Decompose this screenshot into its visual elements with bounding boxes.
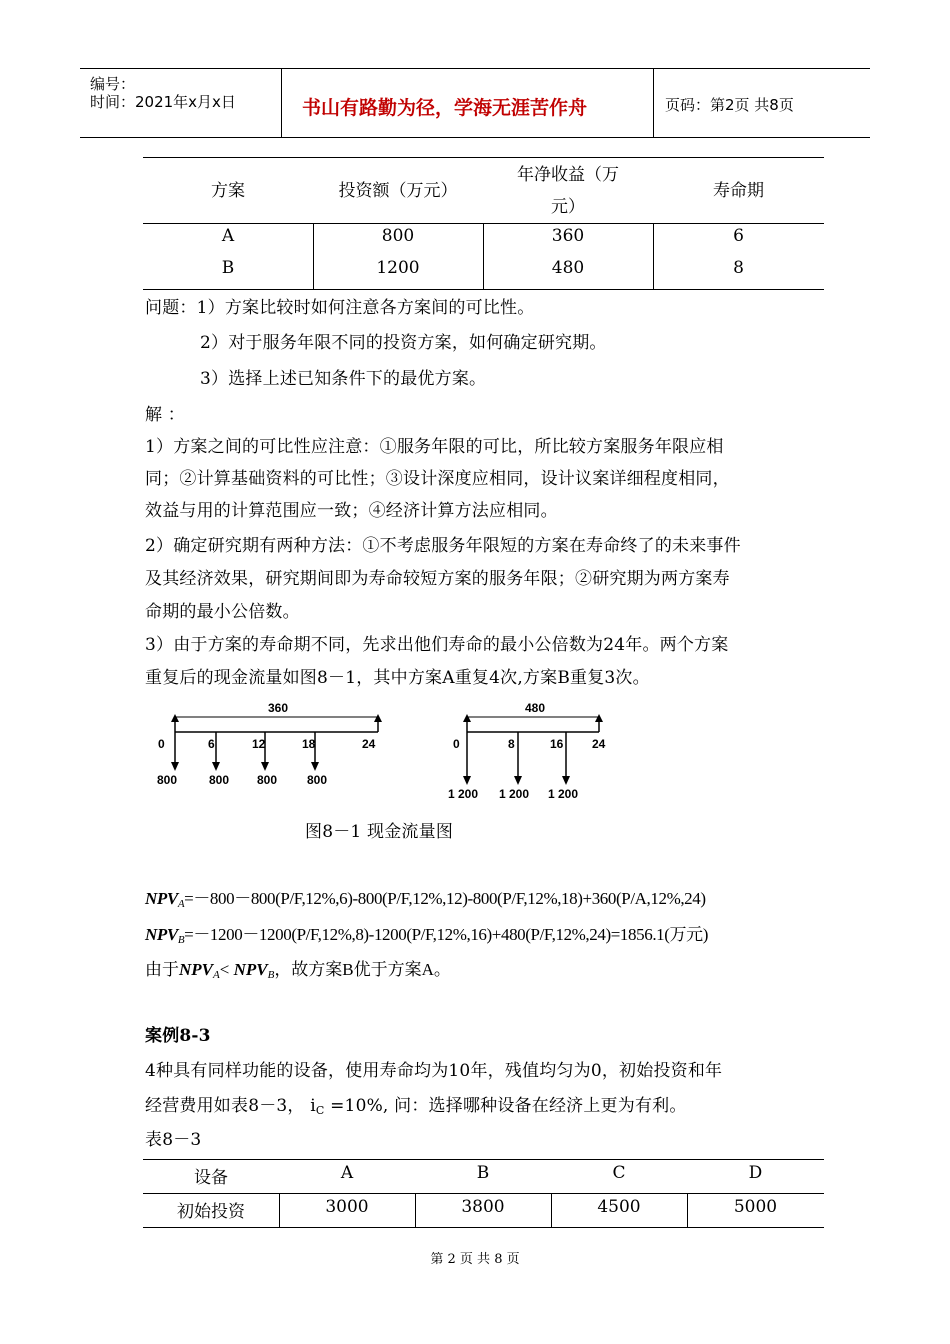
tick-label: 24: [362, 737, 376, 751]
cash-flow-figure: [150, 700, 620, 810]
outflow-label: 800: [157, 773, 178, 787]
table-header: 元）: [551, 197, 585, 217]
table-header: 年净收益（万: [517, 165, 619, 185]
figure-caption: 图8－1 现金流量图: [305, 822, 454, 842]
tick-label: 0: [453, 737, 460, 751]
header-motto: 书山有路勤为径，学海无涯苦作舟: [302, 97, 588, 119]
outflow-label: 1 200: [499, 787, 530, 801]
table-cell: 初始投资: [177, 1202, 245, 1222]
header-date: 时间：2021年x月x日: [90, 93, 236, 111]
solution-line: 1）方案之间的可比性应注意：①服务年限的可比，所比较方案服务年限应相: [145, 437, 724, 457]
header-divider: [281, 69, 282, 137]
solution-line: 及其经济效果，研究期间即为寿命较短方案的服务年限；②研究期为两方案寿: [145, 569, 730, 589]
cash-flow-diagram-a: [157, 701, 382, 787]
tick-label: 16: [550, 737, 564, 751]
case-title: 案例8-3: [145, 1026, 211, 1046]
table-cell: 8: [733, 258, 744, 278]
table-header: D: [748, 1163, 763, 1183]
outflow-label: 1 200: [448, 787, 479, 801]
table-cell: 6: [733, 226, 744, 246]
table-cell: B: [221, 258, 235, 278]
table-header: C: [612, 1163, 626, 1183]
table-cell: 4500: [597, 1197, 641, 1217]
question-line: 2）对于服务年限不同的投资方案，如何确定研究期。: [200, 333, 607, 353]
table-header: 方案: [211, 181, 245, 201]
solution-line: 命期的最小公倍数。: [145, 602, 300, 622]
cash-flow-diagram-b: [448, 701, 606, 801]
question-line: 3）选择上述已知条件下的最优方案。: [200, 369, 487, 389]
tick-label: 0: [158, 737, 165, 751]
table-cell: 800: [381, 226, 415, 246]
outflow-label: 800: [257, 773, 278, 787]
tick-label: 24: [592, 737, 606, 751]
solution-line: 重复后的现金流量如图8－1，其中方案A重复4次,方案B重复3次。: [145, 668, 650, 688]
solution-heading: 解 ：: [145, 405, 186, 425]
page-footer: 第 2 页 共 8 页: [430, 1252, 520, 1267]
case-text-line: 经营费用如表8－3， iC =10%, 问：选择哪种设备在经济上更为有利。: [145, 1096, 687, 1117]
table-cell: 480: [551, 258, 585, 278]
table-caption: 表8－3: [145, 1130, 202, 1150]
outflow-label: 800: [209, 773, 230, 787]
solution-line: 3）由于方案的寿命期不同，先求出他们寿命的最小公倍数为24年。两个方案: [145, 635, 729, 655]
tick-label: 18: [302, 737, 316, 751]
table-header: 设备: [194, 1168, 228, 1188]
annual-inflow-label: 480: [525, 701, 546, 715]
npv-conclusion: 由于$NPV_A< NPV_B$，故方案B优于方案A。: [145, 960, 451, 981]
header-divider: [653, 69, 654, 137]
npv-a-formula: $NPV_A=-800-800(P/F,12\%,6)-800(P/F,12\%,12)-800(P/F,12\%,18)+360(P/A,12\%,24)$: [145, 889, 706, 910]
page-header: [80, 68, 870, 138]
table-header: B: [476, 1163, 490, 1183]
solution-line: 同；②计算基础资料的可比性；③设计深度应相同，设计议案详细程度相同，: [145, 469, 730, 489]
table-cell: A: [221, 226, 235, 246]
header-page: 页码：第2页 共8页: [665, 96, 794, 114]
tick-label: 8: [508, 737, 515, 751]
outflow-label: 1 200: [548, 787, 579, 801]
outflow-label: 800: [307, 773, 328, 787]
table-cell: 360: [551, 226, 585, 246]
tick-label: 6: [208, 737, 215, 751]
table-header: 投资额（万元）: [338, 181, 458, 201]
case-text-line: 4种具有同样功能的设备，使用寿命均为10年，残值均匀为0，初始投资和年: [145, 1061, 723, 1081]
solution-line: 效益与用的计算范围应一致；④经济计算方法应相同。: [145, 501, 558, 521]
table-header: 寿命期: [713, 181, 764, 201]
table-header: A: [340, 1163, 354, 1183]
table-cell: 1200: [376, 258, 420, 278]
solution-line: 2）确定研究期有两种方法：①不考虑服务年限短的方案在寿命终了的未来事件: [145, 536, 741, 556]
annual-inflow-label: 360: [268, 701, 289, 715]
npv-b-formula: $NPV_B=-1200-1200(P/F,12\%,8)-1200(P/F,12\%,16)+480(P/F,12\%,24)=1856.1$(万元): [145, 925, 708, 946]
tick-label: 12: [252, 737, 266, 751]
table-cell: 3800: [461, 1197, 505, 1217]
question-line: 问题：1）方案比较时如何注意各方案间的可比性。: [145, 298, 535, 318]
header-number: 编号：: [90, 75, 136, 93]
table-cell: 5000: [733, 1197, 778, 1217]
table-cell: 3000: [325, 1197, 369, 1217]
